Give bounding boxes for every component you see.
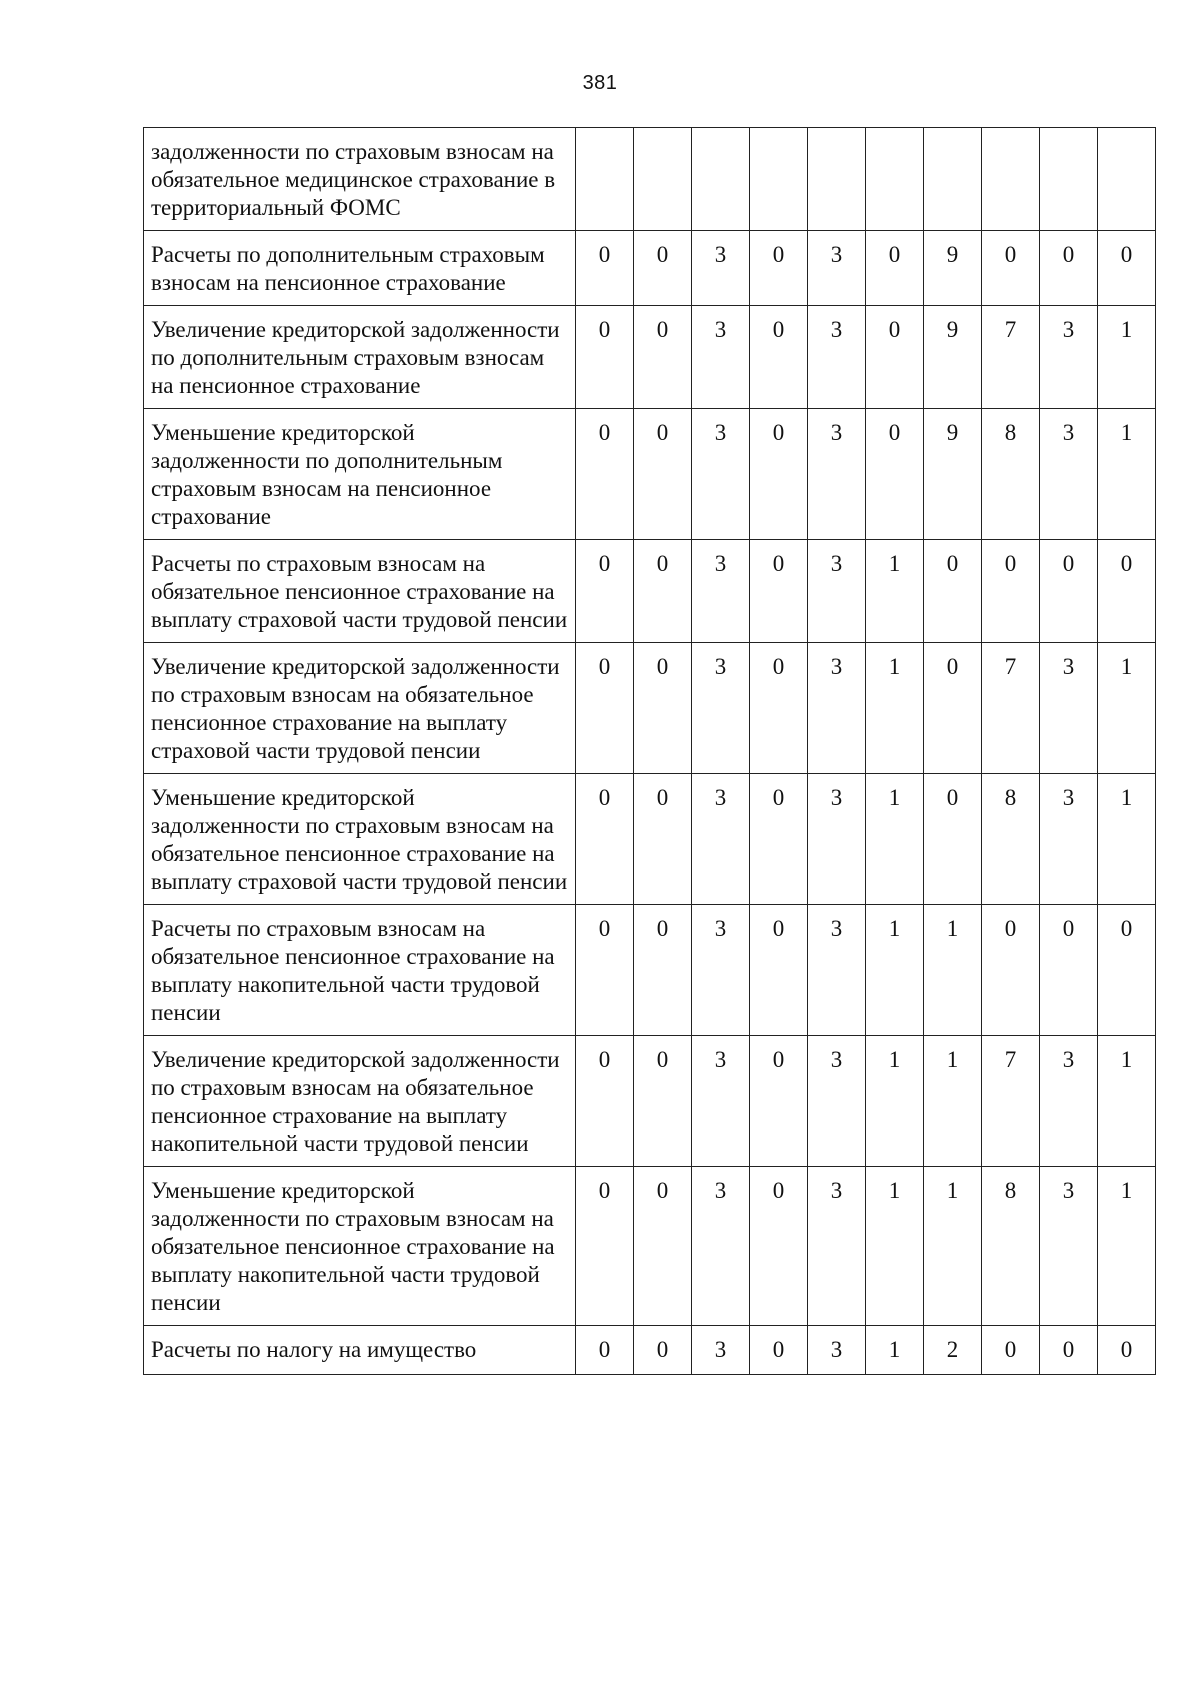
code-digit: 3: [692, 1326, 750, 1375]
row-label: Увеличение кредиторской задолженности по дополнительным страховым взносам на пенсионное страхование: [144, 306, 576, 409]
code-digit: 0: [1040, 905, 1098, 1036]
code-digit: 7: [982, 643, 1040, 774]
code-digit: 3: [692, 1036, 750, 1167]
code-digit: 0: [576, 409, 634, 540]
code-digit: 1: [1098, 643, 1156, 774]
code-digit: 0: [866, 409, 924, 540]
code-digit: 3: [808, 643, 866, 774]
code-digit: 0: [634, 409, 692, 540]
code-digit: [634, 128, 692, 231]
code-digit: 3: [1040, 774, 1098, 905]
code-digit: 1: [1098, 409, 1156, 540]
code-digit: 0: [750, 231, 808, 306]
code-digit: 0: [1040, 231, 1098, 306]
table-row: [144, 1167, 1156, 1326]
code-digit: 0: [634, 1036, 692, 1167]
code-digit: 3: [808, 231, 866, 306]
code-digit: 0: [982, 231, 1040, 306]
code-digit: 3: [692, 306, 750, 409]
code-digit: 8: [982, 409, 1040, 540]
code-digit: 1: [1098, 1036, 1156, 1167]
code-digit: [866, 128, 924, 231]
code-digit: [808, 128, 866, 231]
code-digit: 1: [866, 643, 924, 774]
code-digit: 0: [750, 643, 808, 774]
code-digit: 0: [576, 306, 634, 409]
code-digit: 3: [692, 231, 750, 306]
code-digit: 0: [634, 643, 692, 774]
table-row: [144, 409, 1156, 540]
code-digit: 0: [1098, 1326, 1156, 1375]
code-digit: 0: [576, 905, 634, 1036]
code-digit: 9: [924, 231, 982, 306]
code-digit: 3: [692, 643, 750, 774]
code-digit: 1: [924, 1167, 982, 1326]
code-digit: 0: [750, 1167, 808, 1326]
code-digit: 0: [924, 774, 982, 905]
code-digit: 0: [750, 774, 808, 905]
code-digit: 3: [808, 409, 866, 540]
code-digit: 0: [1098, 540, 1156, 643]
row-label: Уменьшение кредиторской задолженности по страховым взносам на обязательное пенсионное страхование на выплату накопительной части трудовой пенсии: [144, 1167, 576, 1326]
code-digit: 0: [576, 1326, 634, 1375]
code-digit: 3: [692, 1167, 750, 1326]
code-digit: 0: [982, 905, 1040, 1036]
code-digit: 0: [866, 231, 924, 306]
code-digit: 1: [866, 905, 924, 1036]
code-digit: 0: [1098, 231, 1156, 306]
code-digit: 0: [634, 540, 692, 643]
code-digit: 0: [634, 306, 692, 409]
code-digit: 3: [1040, 306, 1098, 409]
code-digit: 3: [692, 409, 750, 540]
code-digit: 0: [982, 1326, 1040, 1375]
code-digit: 1: [1098, 774, 1156, 905]
table-row: [144, 128, 1156, 231]
code-digit: 1: [866, 1036, 924, 1167]
code-digit: [982, 128, 1040, 231]
code-digit: 0: [576, 1036, 634, 1167]
code-digit: 0: [634, 231, 692, 306]
row-label: Увеличение кредиторской задолженности по страховым взносам на обязательное пенсионное страхование на выплату страховой части трудовой пенсии: [144, 643, 576, 774]
table-row: [144, 540, 1156, 643]
code-digit: 0: [1098, 905, 1156, 1036]
code-digit: 2: [924, 1326, 982, 1375]
code-digit: 7: [982, 306, 1040, 409]
code-digit: 0: [634, 1167, 692, 1326]
code-digit: 1: [924, 905, 982, 1036]
code-digit: 3: [808, 1036, 866, 1167]
code-digit: 0: [576, 643, 634, 774]
code-digit: 3: [808, 905, 866, 1036]
code-digit: 1: [866, 774, 924, 905]
code-digit: 9: [924, 409, 982, 540]
table-row: [144, 231, 1156, 306]
code-digit: 1: [1098, 1167, 1156, 1326]
code-digit: [924, 128, 982, 231]
row-label: задолженности по страховым взносам на обязательное медицинское страхование в территориальный ФОМС: [144, 128, 576, 231]
code-digit: [576, 128, 634, 231]
code-digit: 3: [808, 306, 866, 409]
code-digit: 1: [866, 1326, 924, 1375]
code-digit: 3: [1040, 409, 1098, 540]
row-label: Увеличение кредиторской задолженности по страховым взносам на обязательное пенсионное страхование на выплату накопительной части трудовой пенсии: [144, 1036, 576, 1167]
code-digit: [750, 128, 808, 231]
code-digit: 0: [982, 540, 1040, 643]
code-digit: 0: [750, 540, 808, 643]
code-digit: 0: [750, 905, 808, 1036]
code-digit: 8: [982, 1167, 1040, 1326]
code-digit: 0: [576, 774, 634, 905]
code-digit: 3: [1040, 643, 1098, 774]
code-digit: 0: [576, 540, 634, 643]
table-row: [144, 643, 1156, 774]
code-digit: 1: [866, 540, 924, 643]
code-digit: 9: [924, 306, 982, 409]
code-digit: 0: [750, 1036, 808, 1167]
table-row: [144, 774, 1156, 905]
table-row: [144, 306, 1156, 409]
code-digit: [692, 128, 750, 231]
table-row: [144, 1326, 1156, 1375]
code-digit: 1: [1098, 306, 1156, 409]
code-digit: [1098, 128, 1156, 231]
code-digit: 0: [924, 540, 982, 643]
table-row: [144, 1036, 1156, 1167]
code-digit: 7: [982, 1036, 1040, 1167]
code-digit: 3: [1040, 1167, 1098, 1326]
code-digit: 3: [1040, 1036, 1098, 1167]
code-digit: 0: [1040, 1326, 1098, 1375]
code-digit: 3: [808, 1326, 866, 1375]
code-digit: 0: [866, 306, 924, 409]
code-digit: 3: [692, 540, 750, 643]
code-digit: [1040, 128, 1098, 231]
code-digit: 0: [634, 905, 692, 1036]
code-digit: 1: [866, 1167, 924, 1326]
row-label: Уменьшение кредиторской задолженности по страховым взносам на обязательное пенсионное страхование на выплату страховой части трудовой пенсии: [144, 774, 576, 905]
code-digit: 0: [750, 306, 808, 409]
page-number: 381: [582, 72, 618, 94]
code-digit: 0: [750, 1326, 808, 1375]
code-digit: 0: [576, 1167, 634, 1326]
account-codes-table: [143, 127, 1156, 1375]
row-label: Уменьшение кредиторской задолженности по дополнительным страховым взносам на пенсионное страхование: [144, 409, 576, 540]
code-digit: 3: [808, 540, 866, 643]
row-label: Расчеты по страховым взносам на обязательное пенсионное страхование на выплату накопительной части трудовой пенсии: [144, 905, 576, 1036]
code-digit: 0: [576, 231, 634, 306]
code-digit: 0: [634, 1326, 692, 1375]
code-digit: 8: [982, 774, 1040, 905]
code-digit: 0: [750, 409, 808, 540]
code-digit: 1: [924, 1036, 982, 1167]
row-label: Расчеты по дополнительным страховым взносам на пенсионное страхование: [144, 231, 576, 306]
code-digit: 0: [1040, 540, 1098, 643]
code-digit: 0: [634, 774, 692, 905]
row-label: Расчеты по налогу на имущество: [144, 1326, 576, 1375]
code-digit: 3: [692, 905, 750, 1036]
table-row: [144, 905, 1156, 1036]
row-label: Расчеты по страховым взносам на обязательное пенсионное страхование на выплату страховой части трудовой пенсии: [144, 540, 576, 643]
code-digit: 0: [924, 643, 982, 774]
code-digit: 3: [692, 774, 750, 905]
code-digit: 3: [808, 1167, 866, 1326]
code-digit: 3: [808, 774, 866, 905]
